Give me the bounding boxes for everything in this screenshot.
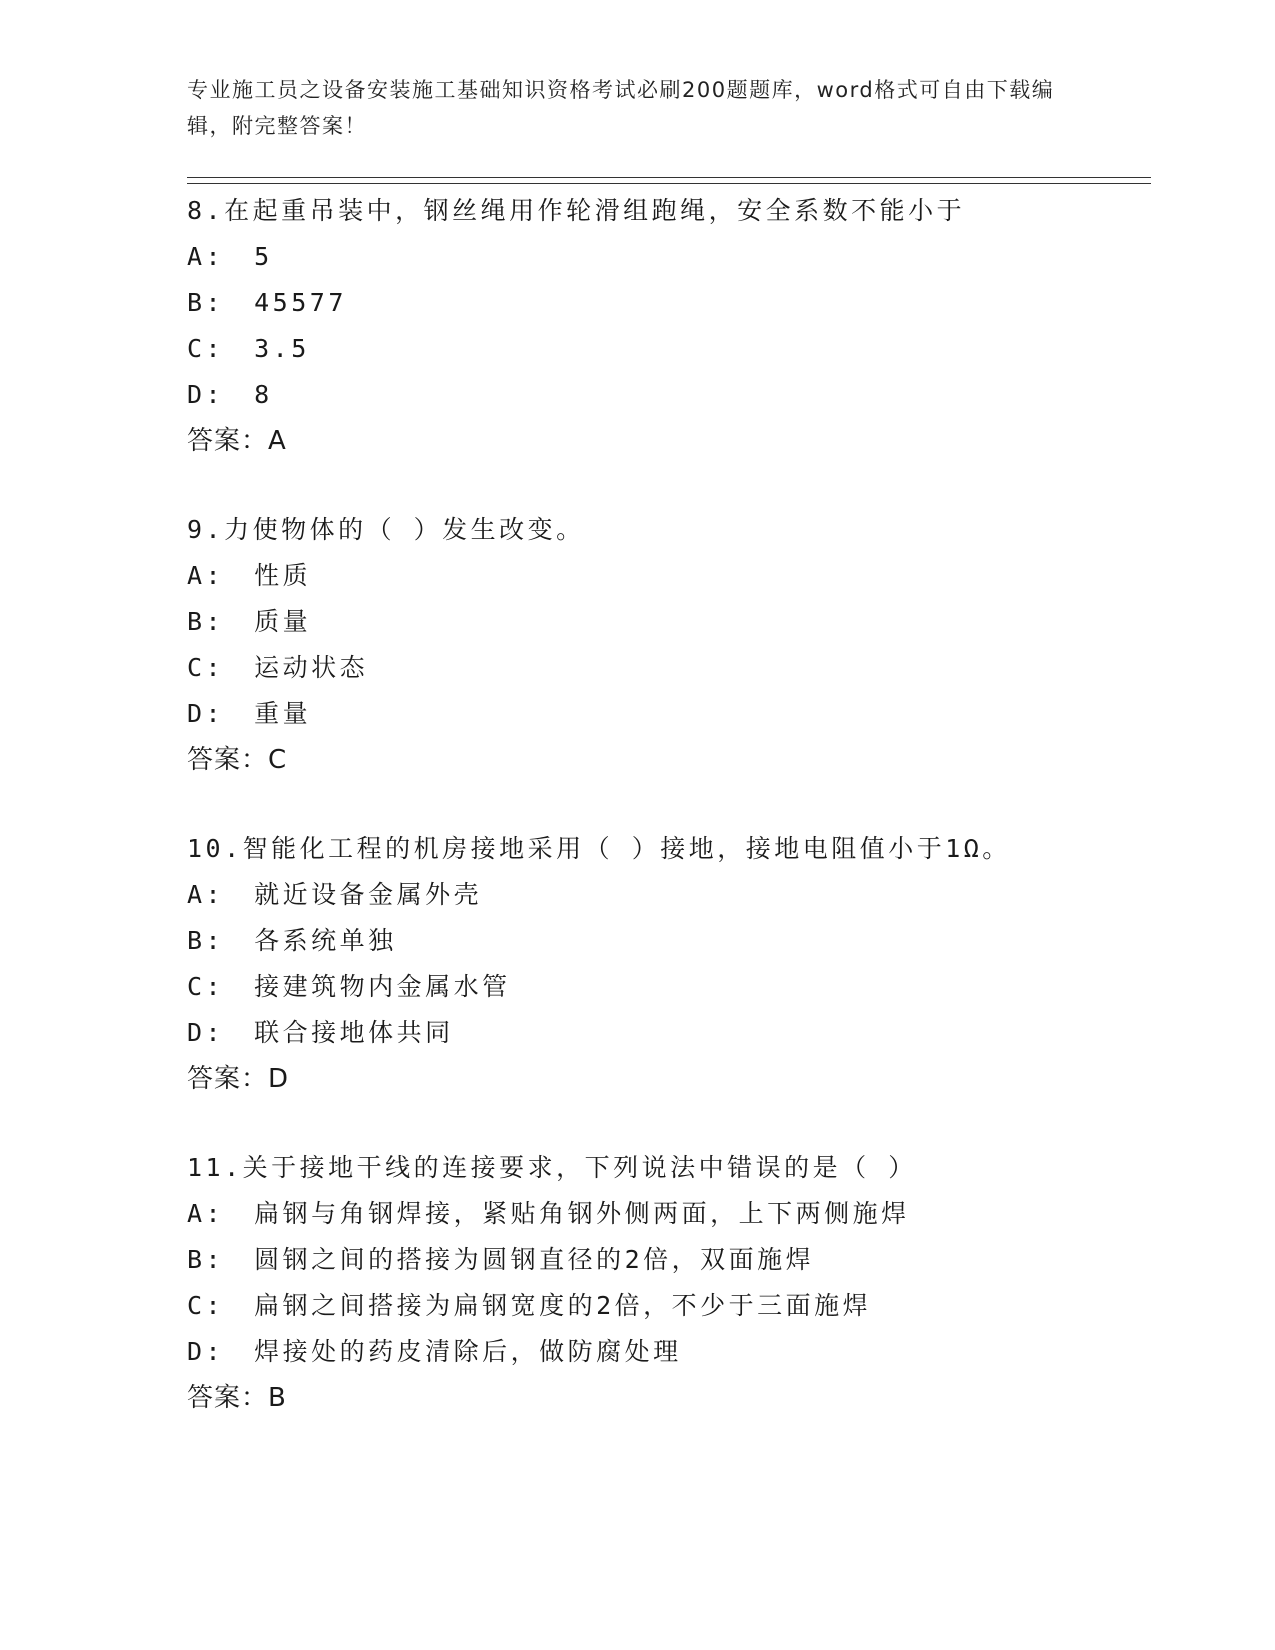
option-text: 就近设备金属外壳 xyxy=(254,880,483,909)
option-letter: A: xyxy=(187,242,225,271)
option-text: 扁钢之间搭接为扁钢宽度的2倍，不少于三面施焊 xyxy=(254,1291,872,1320)
answer-line: 答案：A xyxy=(187,426,287,456)
option-a xyxy=(187,872,1151,918)
option-b xyxy=(187,599,1151,645)
option-letter: B: xyxy=(187,1245,225,1274)
option-letter: C: xyxy=(187,653,225,682)
option-text: 5 xyxy=(254,242,273,271)
option-letter: C: xyxy=(187,334,225,363)
question-10 xyxy=(187,826,1151,1102)
answer-line: 答案：D xyxy=(187,1064,290,1094)
option-c xyxy=(187,326,1151,372)
option-letter: B: xyxy=(187,607,225,636)
option-text: 质量 xyxy=(254,607,312,636)
option-text: 圆钢之间的搭接为圆钢直径的2倍，双面施焊 xyxy=(254,1245,815,1274)
option-c xyxy=(187,964,1151,1010)
option-text: 3.5 xyxy=(254,334,310,363)
option-text: 重量 xyxy=(254,699,312,728)
option-letter: C: xyxy=(187,1291,225,1320)
option-text: 焊接处的药皮清除后，做防腐处理 xyxy=(254,1337,682,1366)
option-letter: B: xyxy=(187,926,225,955)
option-text: 各系统单独 xyxy=(254,926,397,955)
option-text: 接建筑物内金属水管 xyxy=(254,972,511,1001)
option-letter: D: xyxy=(187,699,225,728)
header-divider-top xyxy=(187,177,1151,178)
question-stem: 9.力使物体的（ ）发生改变。 xyxy=(187,515,585,544)
option-b xyxy=(187,280,1151,326)
option-letter: C: xyxy=(187,972,225,1001)
question-stem: 10.智能化工程的机房接地采用（ ）接地，接地电阻值小于1Ω。 xyxy=(187,834,1011,863)
option-text: 运动状态 xyxy=(254,653,369,682)
option-a xyxy=(187,553,1151,599)
option-text: 扁钢与角钢焊接，紧贴角钢外侧两面，上下两侧施焊 xyxy=(254,1199,910,1228)
option-letter: D: xyxy=(187,1337,225,1366)
question-11 xyxy=(187,1145,1151,1421)
question-stem: 8.在起重吊装中，钢丝绳用作轮滑组跑绳，安全系数不能小于 xyxy=(187,196,966,225)
option-letter: B: xyxy=(187,288,225,317)
option-letter: D: xyxy=(187,380,225,409)
option-text: 8 xyxy=(254,380,273,409)
header-text: 专业施工员之设备安装施工基础知识资格考试必刷200题题库，word格式可自由下载编辑，附完整答案！ xyxy=(187,78,1055,138)
option-text: 45577 xyxy=(254,288,347,317)
option-b xyxy=(187,1237,1151,1283)
option-text: 性质 xyxy=(254,561,312,590)
question-9 xyxy=(187,507,1151,783)
answer-line: 答案：C xyxy=(187,745,288,775)
option-letter: D: xyxy=(187,1018,225,1047)
option-d xyxy=(187,1329,1151,1375)
header-divider-bottom xyxy=(187,183,1151,184)
option-a xyxy=(187,1191,1151,1237)
option-c xyxy=(187,1283,1151,1329)
document-header xyxy=(187,72,1067,144)
option-b xyxy=(187,918,1151,964)
option-letter: A: xyxy=(187,880,225,909)
option-d xyxy=(187,691,1151,737)
option-c xyxy=(187,645,1151,691)
question-8 xyxy=(187,188,1151,464)
question-stem: 11.关于接地干线的连接要求，下列说法中错误的是（ ） xyxy=(187,1153,917,1182)
option-text: 联合接地体共同 xyxy=(254,1018,454,1047)
option-a xyxy=(187,234,1151,280)
answer-line: 答案：B xyxy=(187,1383,287,1413)
option-d xyxy=(187,372,1151,418)
option-letter: A: xyxy=(187,561,225,590)
option-d xyxy=(187,1010,1151,1056)
option-letter: A: xyxy=(187,1199,225,1228)
